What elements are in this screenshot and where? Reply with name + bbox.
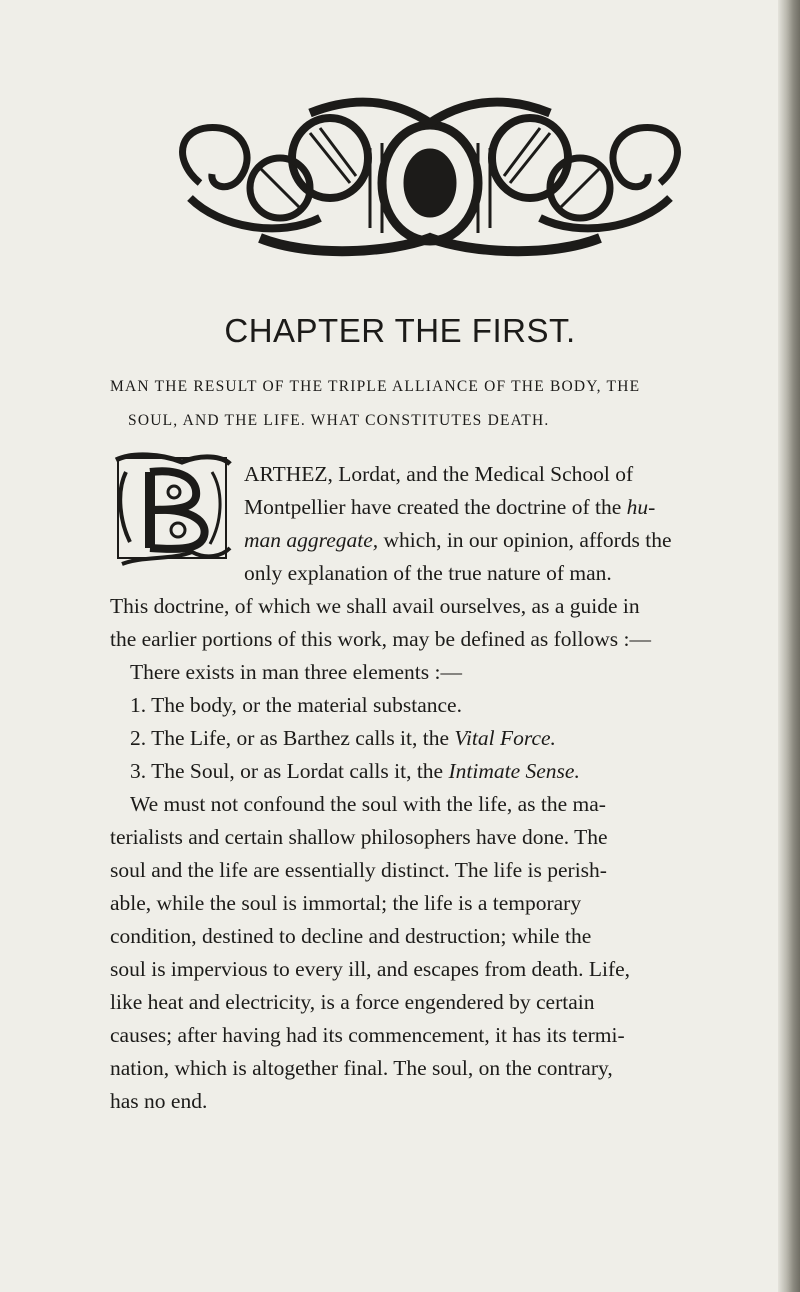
intro-line-3 [244,524,778,557]
intro-line-3-text: which, in our opinion, affords the [383,528,672,552]
para-line-7: like heat and electricity, is a force engendered by certain [110,990,595,1014]
chapter-summary [110,370,780,438]
drop-cap-b [112,452,234,570]
para-line-9: nation, which is altogether final. The soul, on the contrary, [110,1056,613,1080]
element-text: The Life, or as Barthez calls it, the [151,726,450,750]
ornamental-headpiece [160,88,700,266]
intro-line-6: the earlier portions of this work, may be defined as follows :— [110,627,651,651]
para-line-8: causes; after having had its commencement, it has its termi- [110,1023,625,1047]
intro-line-5: This doctrine, of which we shall avail ourselves, as a guide in [110,594,640,618]
intro-line-2 [244,491,778,524]
chapter-title: CHAPTER THE FIRST. [224,312,576,349]
intro-line-2-text: Montpellier have created the doctrine of the [244,495,622,519]
para-line-2: terialists and certain shallow philosophers have done. The [110,825,608,849]
element-number: 2. [130,726,147,750]
para-line-6: soul is impervious to every ill, and escapes from death. Life, [110,957,631,981]
element-item-2 [110,722,778,755]
element-italic: Vital Force. [454,726,556,750]
intro-full-width [110,590,778,1118]
elements-intro: There exists in man three elements :— [130,660,462,684]
element-number: 1. [130,693,147,717]
para-line-4: able, while the soul is immortal; the life is a temporary [110,891,582,915]
summary-line-1: MAN THE RESULT OF THE TRIPLE ALLIANCE OF THE BODY, THE [110,378,641,395]
intro-line-4: only explanation of the true nature of man. [244,561,612,585]
element-item-1 [110,689,778,722]
para-line-3: soul and the life are essentially distinct. The life is perish- [110,858,607,882]
para-line-5: condition, destined to decline and destruction; while the [110,924,592,948]
element-text: The body, or the material substance. [151,693,462,717]
intro-line-1: ARTHEZ, Lordat, and the Medical School of [244,462,634,486]
element-item-3 [110,755,778,788]
page-gutter-shadow [778,0,800,1292]
element-text: The Soul, or as Lordat calls it, the [151,759,444,783]
element-italic: Intimate Sense. [448,759,580,783]
para-line-10: has no end. [110,1089,208,1113]
intro-line-2-italic: hu- [626,495,656,519]
para-line-1: We must not confound the soul with the life, as the ma- [130,792,606,816]
intro-line-3-italic: man aggregate, [244,528,379,552]
intro-beside-dropcap [244,458,778,590]
element-number: 3. [130,759,147,783]
summary-line-2: SOUL, AND THE LIFE. WHAT CONSTITUTES DEATH. [128,412,550,429]
